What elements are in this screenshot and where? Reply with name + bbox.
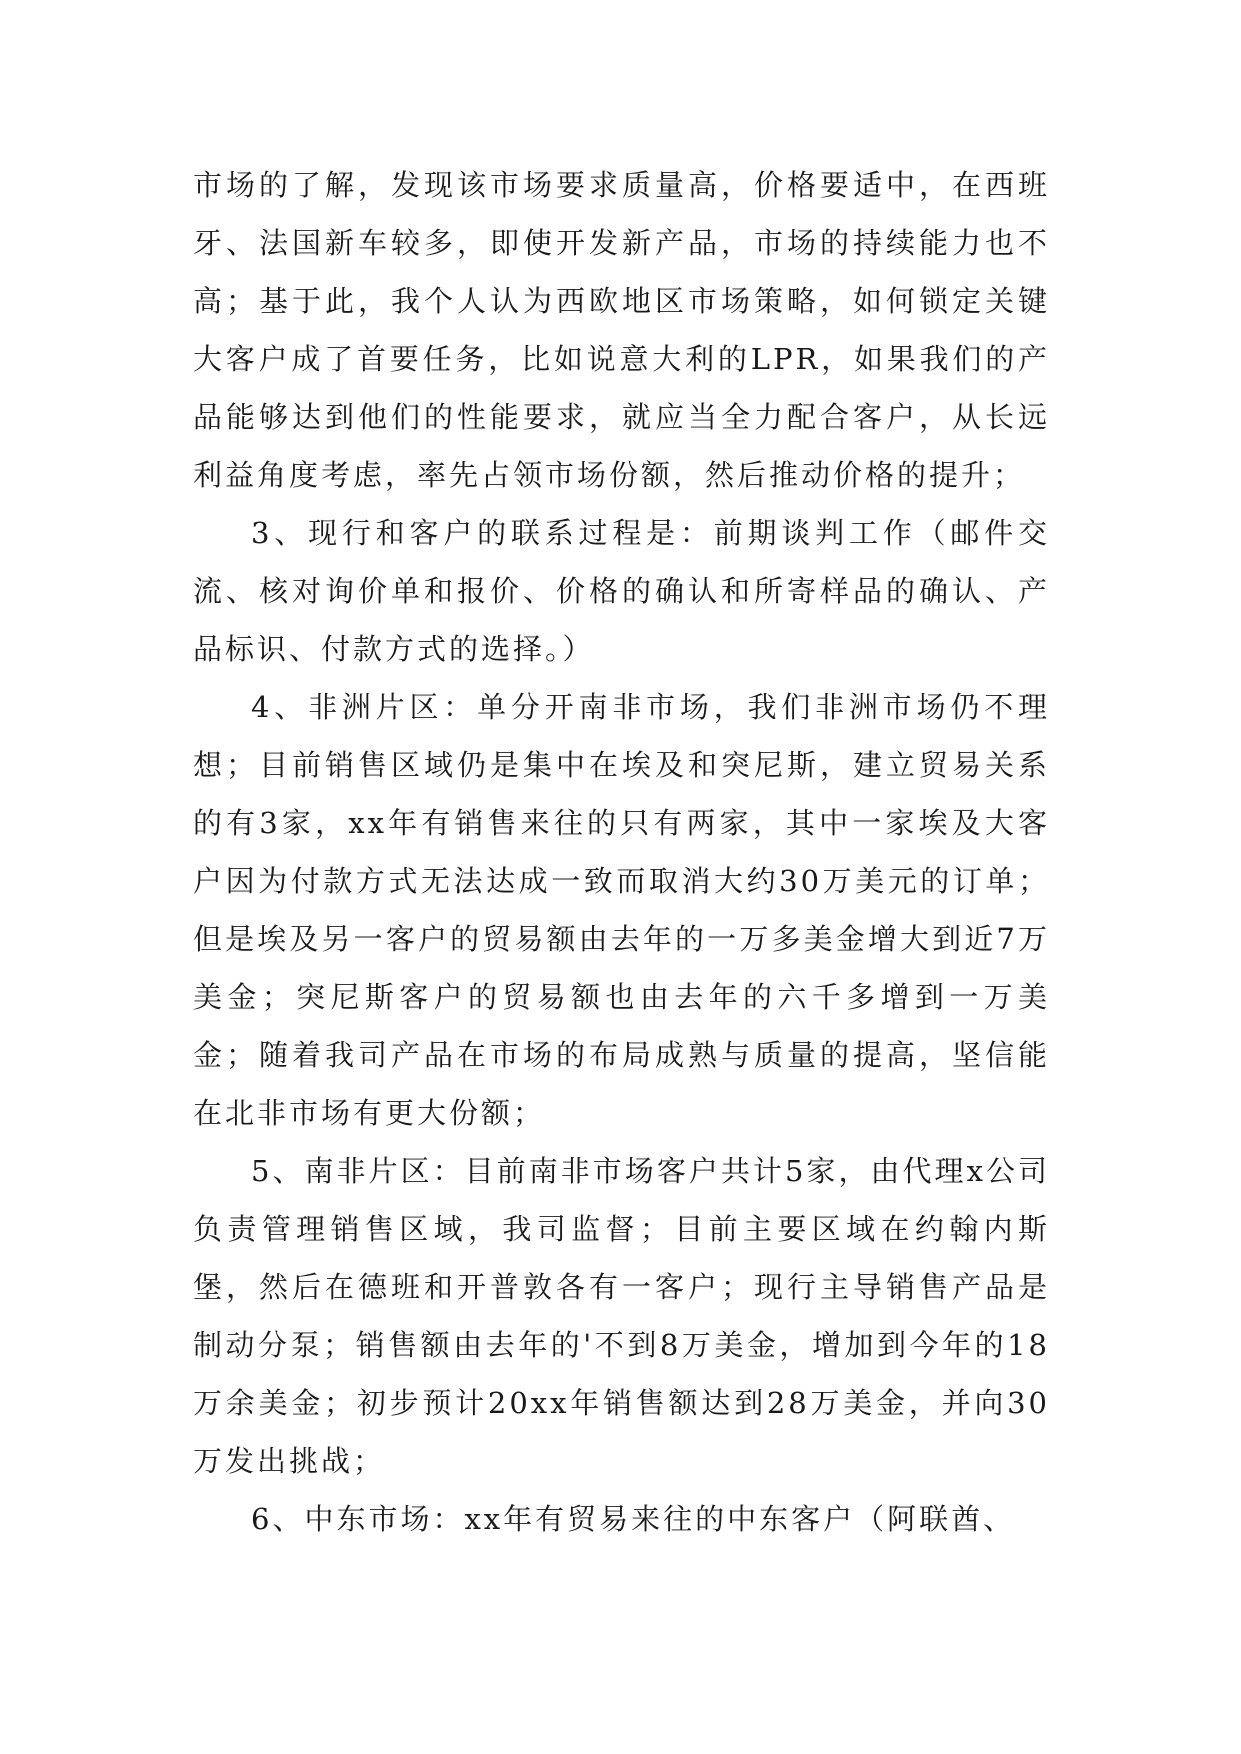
document-body <box>193 156 1050 1548</box>
paragraph-item-4-africa-region: 4、非洲片区：单分开南非市场，我们非洲市场仍不理想；目前销售区域仍是集中在埃及和突尼斯，建立贸易关系的有3家，xx年有销售来往的只有两家，其中一家埃及大客户因为付款方式无法达成一致而取消大约30万美元的订单；但是埃及另一客户的贸易额由去年的一万多美金增大到近7万美金；突尼斯客户的贸易额也由去年的六千多增到一万美金；随着我司产品在市场的布局成熟与质量的提高，坚信能在北非市场有更大份额； <box>193 690 1050 1130</box>
paragraph-western-europe-strategy: 市场的了解，发现该市场要求质量高，价格要适中，在西班牙、法国新车较多，即使开发新产品，市场的持续能力也不高；基于此，我个人认为西欧地区市场策略，如何锁定关键大客户成了首要任务，比如说意大利的LPR，如果我们的产品能够达到他们的性能要求，就应当全力配合客户，从长远利益角度考虑，率先占领市场份额，然后推动价格的提升； <box>193 168 1050 492</box>
paragraph-item-6-middle-east-market: 6、中东市场：xx年有贸易来往的中东客户（阿联酋、 <box>251 1502 1016 1536</box>
paragraph-item-5-south-africa-region: 5、南非片区：目前南非市场客户共计5家，由代理x公司负责管理销售区域，我司监督；目前主要区域在约翰内斯堡，然后在德班和开普敦各有一客户；现行主导销售产品是制动分泵；销售额由去年的'不到8万美金，增加到今年的18万余美金；初步预计20xx年销售额达到28万美金，并向30万发出挑战； <box>193 1154 1050 1478</box>
paragraph-item-3-customer-contact-process: 3、现行和客户的联系过程是：前期谈判工作（邮件交流、核对询价单和报价、价格的确认和所寄样品的确认、产品标识、付款方式的选择。） <box>193 516 1050 666</box>
